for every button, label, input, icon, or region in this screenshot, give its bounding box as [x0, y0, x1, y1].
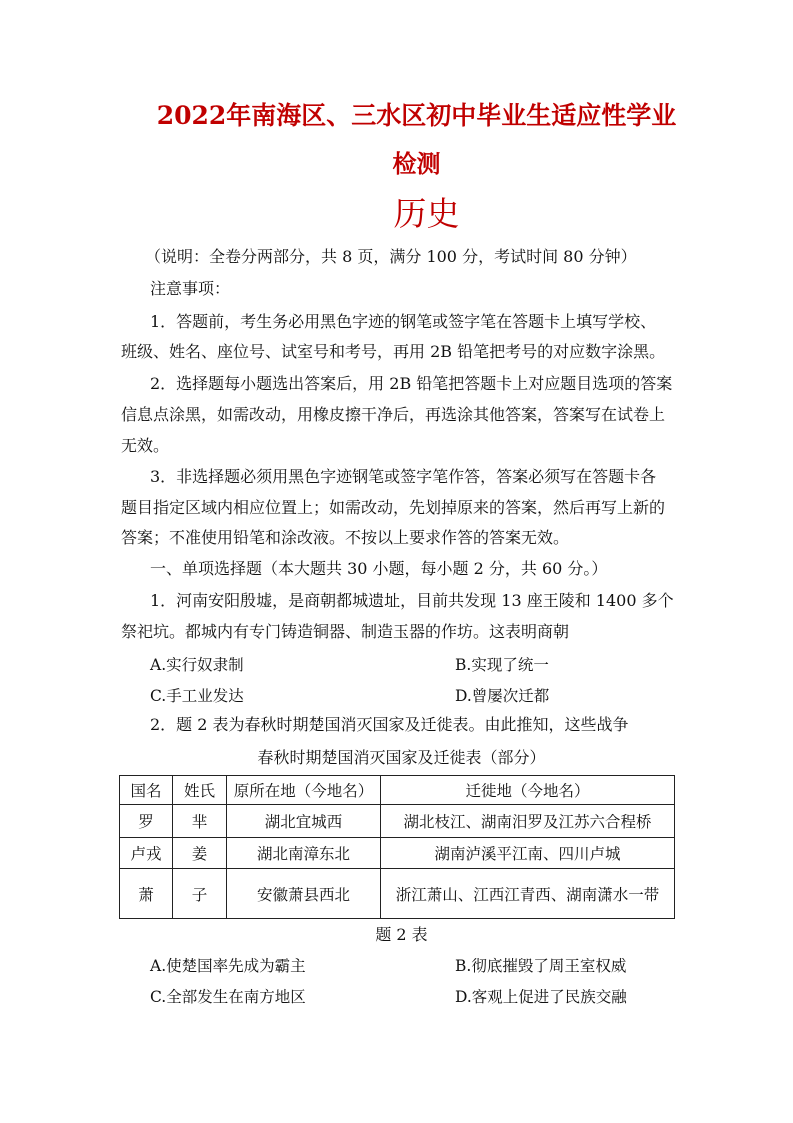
notice-heading: 注意事项：: [150, 279, 231, 298]
table-row: [120, 869, 675, 919]
table-cell: 芈: [173, 805, 227, 838]
header-cell: 国名: [120, 776, 173, 805]
table-cell: 湖北南漳东北: [227, 838, 381, 869]
table-cell: 姜: [173, 838, 227, 869]
table-cell: 子: [173, 869, 227, 919]
question-2-option-d: D.客观上促进了民族交融: [455, 988, 627, 1006]
table-row: [120, 805, 675, 838]
question-1-option-c: C.手工业发达: [150, 687, 244, 705]
header-cell: 迁徙地（今地名）: [381, 776, 675, 805]
table-cell: 安徽萧县西北: [227, 869, 381, 919]
conquest-table: [119, 775, 675, 919]
table-cell: 湖北枝江、湖南汨罗及江苏六合程桥: [381, 805, 675, 838]
table-cell: 罗: [120, 805, 173, 838]
notice-item-2: 2．选择题每小题选出答案后，用 2B 铅笔把答题卡上对应题目选项的答案: [150, 374, 673, 393]
notice-item-1: 1．答题前，考生务必用黑色字迹的钢笔或签字笔在答题卡上填写学校、: [150, 312, 657, 331]
question-1-option-b: B.实现了统一: [455, 656, 549, 674]
table-caption: 题 2 表: [375, 925, 428, 944]
notice-item-2-cont: 信息点涂黑，如需改动，用橡皮擦干净后，再选涂其他答案，答案写在试卷上: [121, 405, 666, 424]
question-2-stem: 2．题 2 表为春秋时期楚国消灭国家及迁徙表。由此推知，这些战争: [150, 715, 629, 734]
table-cell: 萧: [120, 869, 173, 919]
table-cell: 湖南泸溪平江南、四川卢城: [381, 838, 675, 869]
notice-item-3-cont: 题目指定区域内相应位置上；如需改动，先划掉原来的答案，然后再写上新的: [121, 498, 666, 517]
question-1-stem-cont: 祭祀坑。都城内有专门铸造铜器、制造玉器的作坊。这表明商朝: [121, 622, 570, 641]
table-cell: 湖北宜城西: [227, 805, 381, 838]
subject-title: 历史: [393, 194, 460, 233]
header-cell: 姓氏: [173, 776, 227, 805]
header-cell: 原所在地（今地名）: [227, 776, 381, 805]
notice-item-3-cont2: 答案；不准使用铅笔和涂改液。不按以上要求作答的答案无效。: [121, 528, 570, 547]
exam-note: （说明：全卷分两部分，共 8 页，满分 100 分，考试时间 80 分钟）: [145, 247, 637, 266]
question-2-option-b: B.彻底摧毁了周王室权威: [455, 957, 627, 975]
question-1-stem: 1．河南安阳殷墟，是商朝都城遗址，目前共发现 13 座王陵和 1400 多个: [150, 591, 674, 610]
notice-item-3: 3．非选择题必须用黑色字迹钢笔或签字笔作答，答案必须写在答题卡各: [150, 467, 657, 486]
table-title: 春秋时期楚国消灭国家及迁徙表（部分）: [257, 748, 546, 767]
exam-title-line1: 2022年南海区、三水区初中毕业生适应性学业: [156, 101, 677, 130]
table-cell: 卢戎: [120, 838, 173, 869]
notice-item-1-cont: 班级、姓名、座位号、试室号和考号，再用 2B 铅笔把考号的对应数字涂黑。: [121, 342, 666, 361]
section-heading: 一、单项选择题（本大题共 30 小题，每小题 2 分，共 60 分。）: [150, 559, 608, 578]
question-1-option-d: D.曾屡次迁都: [455, 687, 550, 705]
table-cell: 浙江萧山、江西江青西、湖南潇水一带: [381, 869, 675, 919]
exam-title-line2: 检测: [392, 149, 441, 178]
table-row: [120, 838, 675, 869]
notice-item-2-cont2: 无效。: [121, 436, 170, 455]
question-1-option-a: A.实行奴隶制: [150, 656, 244, 674]
question-2-option-a: A.使楚国率先成为霸主: [150, 957, 306, 975]
table-header-row: [120, 776, 675, 805]
question-2-option-c: C.全部发生在南方地区: [150, 988, 306, 1006]
